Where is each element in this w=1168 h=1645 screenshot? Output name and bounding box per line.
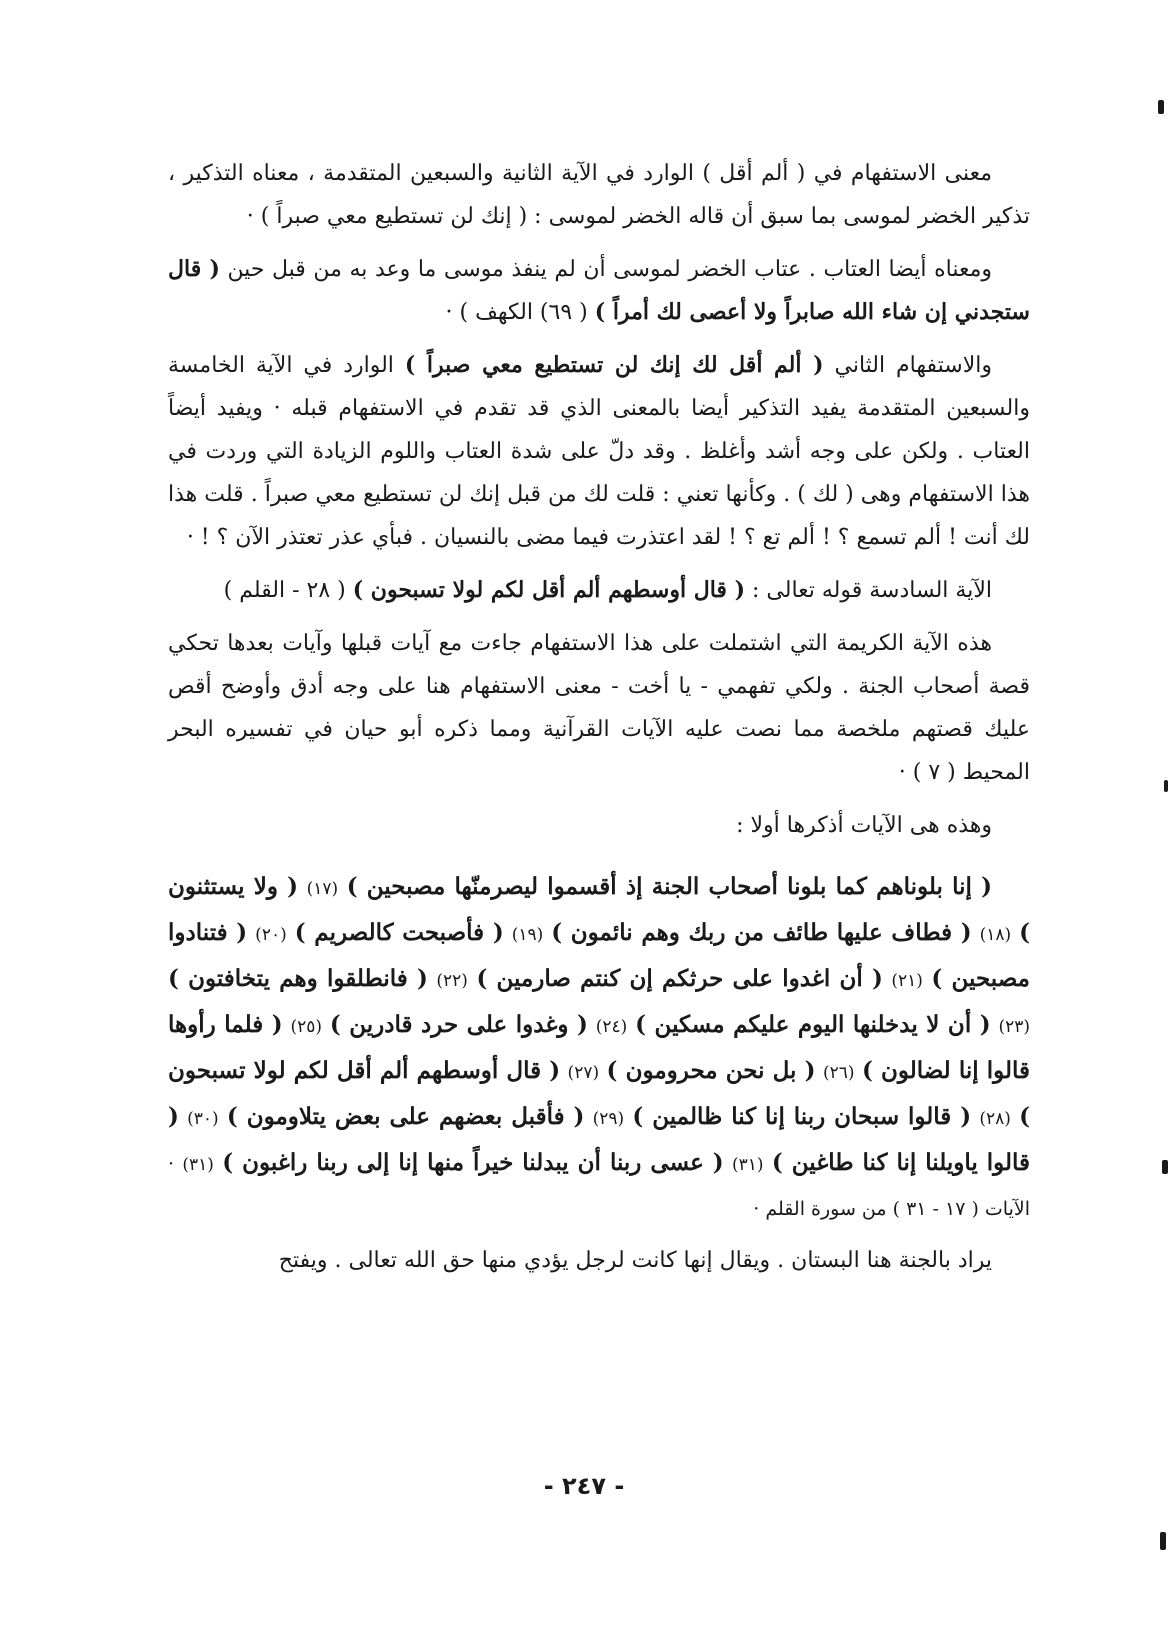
- verse-number: (٢١): [891, 971, 923, 991]
- verse-number: (٢٦): [822, 1063, 855, 1083]
- verses-reference: · الآيات ( ١٧ - ٣١ ) من سورة القلم ·: [168, 1153, 1030, 1220]
- scan-edge-mark: [1158, 100, 1164, 114]
- page-number: - ٢٤٧ -: [543, 1472, 625, 1500]
- quote-reference: ( ٦٩) الكهف ) ·: [445, 300, 588, 325]
- verse-number: (٢٠): [255, 925, 287, 945]
- verse-number: (٢٨): [979, 1109, 1011, 1129]
- quran-quote: ( قال أوسطهم ألم أقل لكم لولا تسبحون ): [352, 577, 745, 603]
- verse-text: ( فأصبحت كالصريم ): [294, 919, 504, 946]
- verse-number: (٢٤): [595, 1017, 628, 1037]
- verse-number: (٣١): [732, 1155, 764, 1175]
- verses-block: [168, 865, 1030, 1231]
- verse-text: ( وغدوا على حرد قادرين ): [329, 1011, 588, 1038]
- scan-edge-mark: [1164, 780, 1168, 792]
- verse-text: ( قالوا ياويلنا إنا كنا طاغين ): [168, 1103, 1031, 1176]
- verse-text: ( فتنادوا مصبحين ): [168, 919, 1031, 992]
- paragraph: وهذه هى الآيات أذكرها أولا :: [736, 813, 992, 838]
- verse-number: (١٩): [511, 925, 544, 945]
- quran-quote: ( قال ستجدني إن شاء الله صابراً ولا أعصى لك أمراً ): [168, 256, 1030, 325]
- scan-edge-mark: [1160, 1532, 1166, 1550]
- paragraph-text: الوارد في الآية الخامسة والسبعين المتقدمة يفيد التذكير أيضا بالمعنى الذي قد تقدم في الاستفهام قبله · ويفيد أيضاً العتاب . ولكن على وجه أشد وأغلظ . وقد دلّ على شدة العتاب واللوم الزيادة التي وردت في هذا الاستفهام وهى ( لك ) . وكأنها تعني : قلت لك من قبل إنك لن تستطيع معي صبراً . قلت هذا لك أنت ! ألم تسمع ؟ ! ألم تع ؟ ! لقد اعتذرت فيما مضى بالنسيان . فبأي عذر تعتذر الآن ؟ ! ·: [168, 353, 1031, 550]
- verse-text: ( بل نحن محرومون ): [606, 1057, 816, 1084]
- quran-quote: ( ألم أقل لك إنك لن تستطيع معي صبراً ): [404, 352, 824, 378]
- quote-reference: ( ٢٨ - القلم ): [223, 578, 346, 603]
- paragraph: معنى الاستفهام في ( ألم أقل ) الوارد في الآية الثانية والسبعين المتقدمة ، معناه التذكير ، تذكير الخضر لموسى بما سبق أن قاله الخضر لموسى : ( إنك لن تستطيع معي صبراً ) ·: [168, 161, 1030, 229]
- verse-number: (٢٧): [567, 1063, 600, 1083]
- verse-text: ( ولا يستثنون ): [168, 873, 1031, 946]
- verse-number: (٢٩): [592, 1109, 625, 1129]
- verse-number: (٢٢): [436, 971, 468, 991]
- verse-text: ( عسى ربنا أن يبدلنا خيراً منها إنا إلى ربنا راغبون ): [222, 1149, 724, 1176]
- verse-text: ( فانطلقوا وهم يتخافتون ): [168, 965, 428, 992]
- paragraph: [168, 569, 1030, 612]
- verse-text: ( إنا بلوناهم كما بلونا أصحاب الجنة إذ أقسموا ليصرمنّها مصبحين ): [346, 873, 993, 900]
- verse-number: (٣١): [182, 1155, 214, 1175]
- verse-text: ( فلما رأوها قالوا إنا لضالون ): [168, 1011, 1031, 1084]
- paragraph: [168, 248, 1030, 334]
- verse-number: (٢٣): [998, 1017, 1031, 1037]
- verse-number: (١٨): [979, 925, 1012, 945]
- verse-text: ( فأقبل بعضهم على بعض يتلاومون ): [226, 1103, 585, 1130]
- paragraph-text: والاستفهام الثاني: [834, 353, 992, 378]
- paragraph: هذه الآية الكريمة التي اشتملت على هذا الاستفهام جاءت مع آيات قبلها وآيات بعدها تحكي قصة أصحاب الجنة . ولكي تفهمي - يا أخت - معنى الاستفهام هنا على وجه أدق وأوضح أقص عليك قصتهم ملخصة مما نصت عليه الآيات القرآنية ومما ذكره أبو حيان في تفسيره البحر المحيط ( ٧ ) ·: [168, 631, 1030, 785]
- verse-number: (٣٠): [187, 1109, 219, 1129]
- verse-text: ( قال أوسطهم ألم أقل لكم لولا تسبحون ): [168, 1057, 1031, 1130]
- verse-number: (١٧): [306, 879, 339, 899]
- verse-number: (٢٥): [290, 1017, 322, 1037]
- verse-text: ( فطاف عليها طائف من ربك وهم نائمون ): [551, 919, 972, 946]
- verse-text: ( أن اغدوا على حرثكم إن كنتم صارمين ): [476, 965, 883, 992]
- scan-edge-mark: [1162, 1160, 1168, 1174]
- paragraph: [168, 344, 1030, 559]
- paragraph-text: الآية السادسة قوله تعالى :: [752, 578, 992, 603]
- verse-text: ( قالوا سبحان ربنا إنا كنا ظالمين ): [632, 1103, 972, 1130]
- paragraph-text: ومعناه أيضا العتاب . عتاب الخضر لموسى أن لم ينفذ موسى ما وعد به من قبل حين: [227, 257, 992, 282]
- paragraph: يراد بالجنة هنا البستان . ويقال إنها كانت لرجل يؤدي منها حق الله تعالى . ويفتح: [278, 1248, 992, 1273]
- verse-text: ( أن لا يدخلنها اليوم عليكم مسكين ): [635, 1011, 991, 1038]
- page-body: [168, 152, 1030, 1292]
